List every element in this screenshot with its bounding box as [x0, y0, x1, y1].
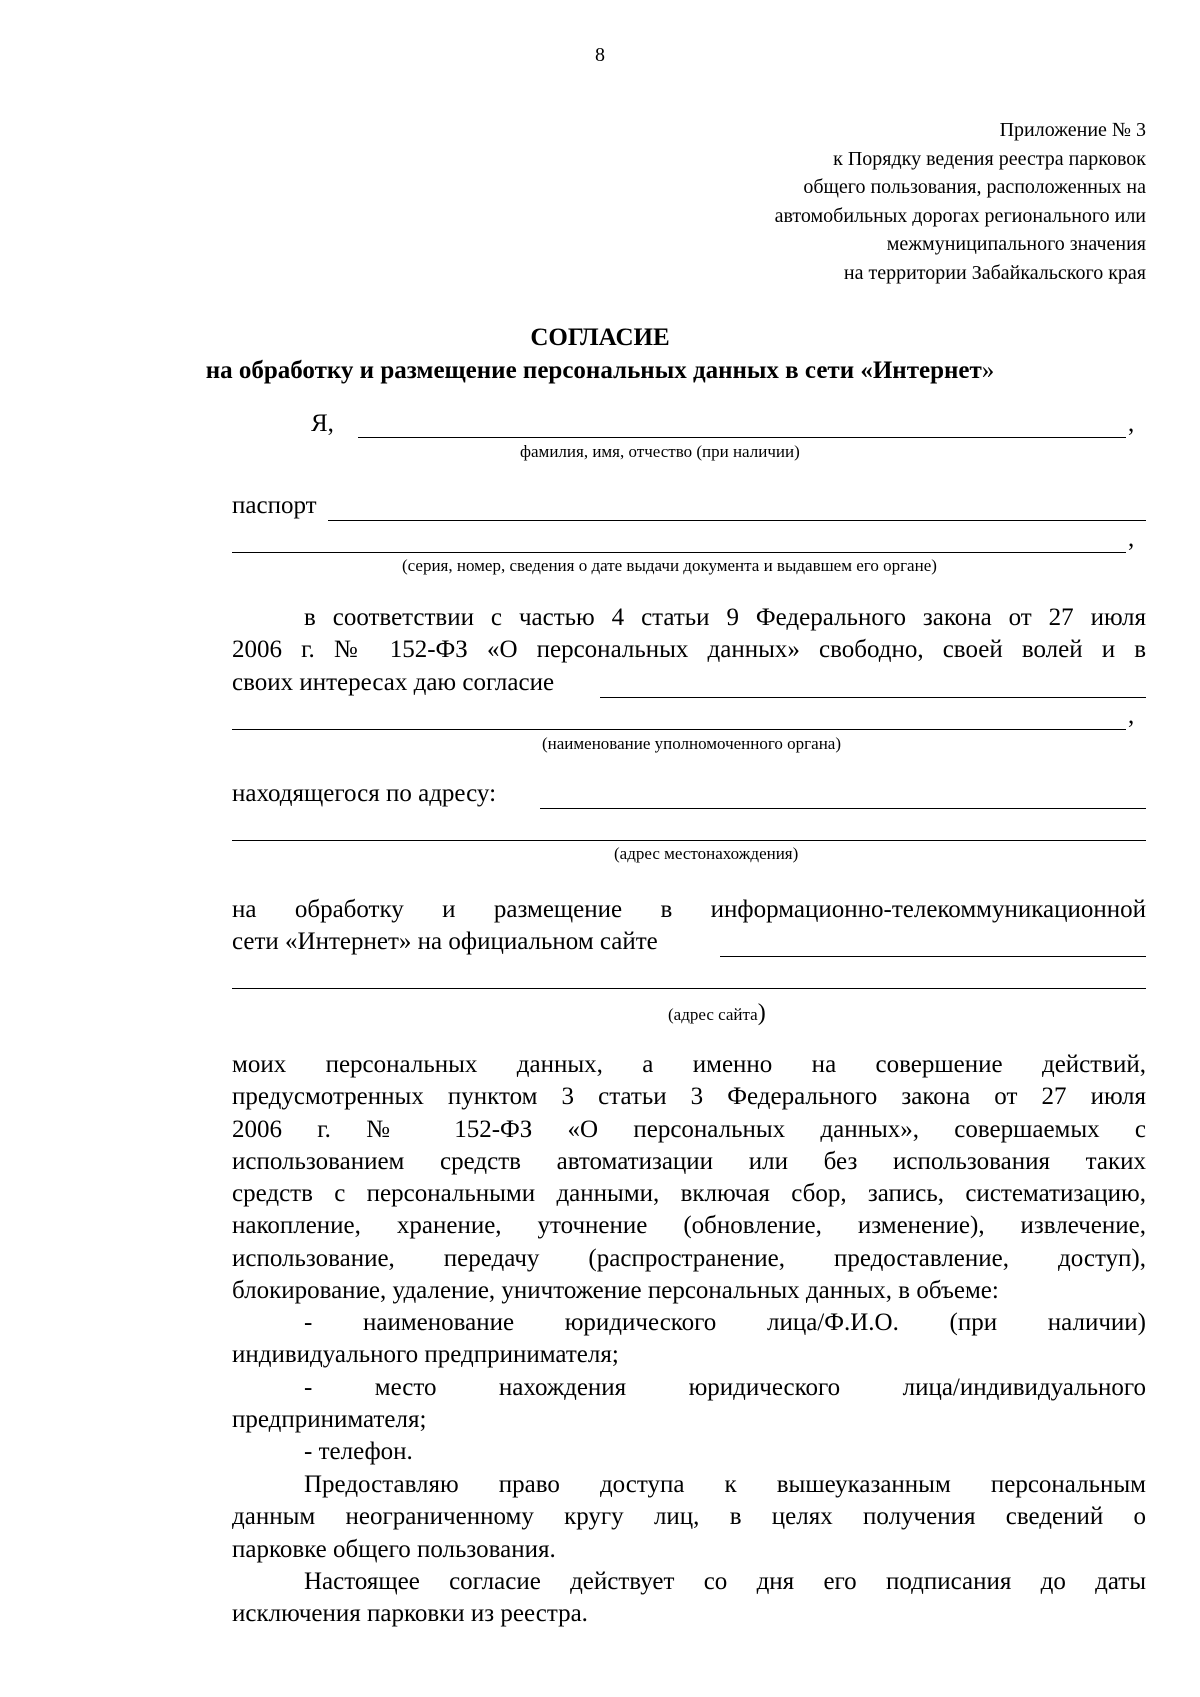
- appendix-line: общего пользования, расположенных на: [803, 176, 1146, 198]
- passport-input-line-1[interactable]: [328, 520, 1146, 521]
- passport-input-line-2[interactable]: [232, 552, 1126, 553]
- list-item-rest: предпринимателя;: [232, 1406, 427, 1434]
- access-line: Предоставляю право доступа к вышеуказанным персональным: [304, 1471, 1146, 1498]
- data-paragraph: [232, 1049, 1146, 1307]
- validity-line: исключения парковки из реестра.: [232, 1600, 588, 1628]
- access-line: парковке общего пользования.: [232, 1535, 556, 1563]
- name-prefix: Я,: [311, 410, 334, 437]
- passport-comma: ,: [1128, 525, 1135, 552]
- consent-paragraph: [232, 602, 1146, 699]
- list-item-rest: индивидуального предпринимателя;: [232, 1341, 619, 1369]
- organ-input-line-1[interactable]: [600, 697, 1146, 698]
- name-comma: ,: [1128, 410, 1135, 437]
- internet-paragraph: [232, 894, 1146, 959]
- data-line: моих персональных данных, а именно на совершение действий,: [232, 1051, 1146, 1078]
- access-paragraph: [232, 1469, 1146, 1566]
- site-input-line-2[interactable]: [232, 988, 1146, 989]
- address-input-line-2[interactable]: [232, 840, 1146, 841]
- appendix-header: [775, 116, 1146, 287]
- data-line: использование, передачу (распространение, предоставление, доступ),: [232, 1244, 1146, 1272]
- list-item: [232, 1436, 1146, 1468]
- site-hint-text: (адрес сайта: [668, 1005, 758, 1024]
- organ-input-line-2[interactable]: [232, 729, 1126, 730]
- name-input-line[interactable]: [358, 437, 1126, 438]
- page-number: 8: [595, 44, 605, 66]
- appendix-line: к Порядку ведения реестра парковок: [833, 147, 1146, 170]
- appendix-line: на территории Забайкальского края: [843, 261, 1146, 284]
- organ-comma: ,: [1128, 702, 1135, 729]
- list-item-first-line: - наименование юридического лица/Ф.И.О. (при наличии): [304, 1309, 1146, 1336]
- address-input-line-1[interactable]: [540, 808, 1146, 809]
- site-hint: [668, 1000, 766, 1027]
- internet-line: на обработку и размещение в информационно-телекоммуникационной: [232, 896, 1146, 923]
- list-item-first-line: - место нахождения юридического лица/индивидуального: [304, 1374, 1146, 1401]
- site-hint-paren: ): [757, 1000, 766, 1026]
- document-subtitle: [0, 357, 1200, 385]
- consent-line: в соответствии с частью 4 статьи 9 Федерального закона от 27 июля: [304, 604, 1146, 631]
- consent-line: 2006 г. № 152-ФЗ «О персональных данных» свободно, своей волей и в: [232, 636, 1146, 664]
- site-input-line-1[interactable]: [720, 956, 1146, 957]
- data-line: блокирование, удаление, уничтожение персональных данных, в объеме:: [232, 1277, 999, 1305]
- appendix-line: Приложение № 3: [999, 119, 1146, 141]
- consent-line: своих интересах даю согласие: [232, 668, 555, 696]
- data-line: средств с персональными данными, включая сбор, запись, систематизацию,: [232, 1180, 1146, 1208]
- address-hint: (адрес местонахождения): [614, 844, 799, 863]
- subtitle-closing-quote: »: [981, 357, 995, 384]
- document-title: СОГЛАСИЕ: [530, 324, 670, 351]
- validity-paragraph: [232, 1566, 1146, 1631]
- passport-hint: (серия, номер, сведения о дате выдачи документа и выдавшем его органе): [402, 556, 937, 575]
- data-line: 2006 г. № 152-ФЗ «О персональных данных», совершаемых с: [232, 1115, 1146, 1143]
- organ-hint: (наименование уполномоченного органа): [542, 734, 842, 753]
- internet-line: сети «Интернет» на официальном сайте: [232, 928, 658, 956]
- validity-line: Настоящее согласие действует со дня его подписания до даты: [304, 1568, 1146, 1595]
- data-line: предусмотренных пунктом 3 статьи 3 Федерального закона от 27 июля: [232, 1083, 1146, 1111]
- passport-label: паспорт: [232, 492, 317, 519]
- list-item: [232, 1307, 1146, 1372]
- appendix-line: межмуниципального значения: [886, 233, 1146, 255]
- subtitle-text: на обработку и размещение персональных данных в сети «Интернет: [205, 357, 982, 384]
- appendix-line: автомобильных дорогах регионального или: [774, 204, 1146, 227]
- list-item: [232, 1372, 1146, 1437]
- data-line: использованием средств автоматизации или без использования таких: [232, 1147, 1146, 1175]
- name-hint: фамилия, имя, отчество (при наличии): [520, 442, 800, 461]
- list-item-first-line: - телефон.: [304, 1438, 413, 1465]
- access-line: данным неограниченному кругу лиц, в целях получения сведений о: [232, 1503, 1146, 1531]
- address-label: находящегося по адресу:: [232, 780, 497, 807]
- data-line: накопление, хранение, уточнение (обновление, изменение), извлечение,: [232, 1212, 1146, 1240]
